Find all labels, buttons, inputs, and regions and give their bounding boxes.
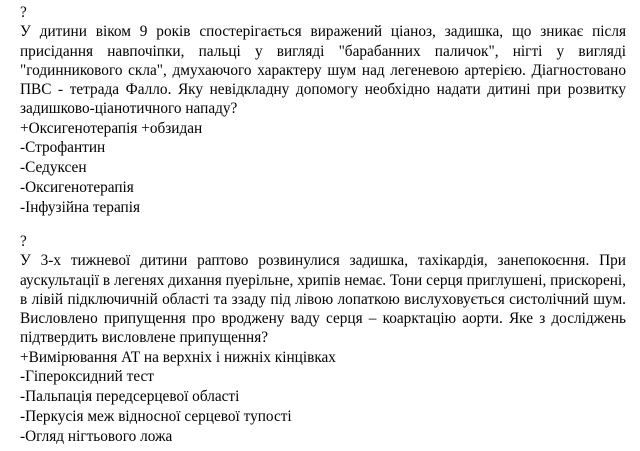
document-page: [20, 0, 626, 451]
answer-option: -Огляд нігтьового ложа: [20, 427, 173, 445]
question-marker: ?: [20, 233, 27, 250]
answer-option: -Строфантин: [20, 139, 106, 157]
question-marker: ?: [20, 4, 27, 21]
answer-option: -Седуксен: [20, 159, 87, 177]
answer-option-correct: +Вимірювання АТ на верхніх і нижніх кінцівках: [20, 348, 336, 366]
answer-option: -Оксигенотерапія: [20, 178, 134, 196]
answer-option-correct: +Оксигенотерапія +обзидан: [20, 119, 203, 137]
answer-option: -Перкусія меж відносної серцевої тупості: [20, 407, 292, 425]
answer-option: -Пальпація передсерцевої області: [20, 388, 240, 406]
answer-option: -Інфузійна терапія: [20, 198, 141, 216]
question-2: [20, 232, 626, 446]
question-1: [20, 3, 626, 217]
answer-option: -Гіпероксидний тест: [20, 368, 154, 386]
question-stem: У дитини віком 9 років спостерігається виражений ціаноз, задишка, що зникає після присідання навпочіпки, пальці у вигляді "барабанних паличок", нігті у вигляді "годинникового скла", дмухаючого характеру шум над легеневою артерією. Діагностовано ПВС - тетрада Фалло. Яку невідкладну допомогу необхідно надати дитині при розвитку задишково-ціанотичного нападу?: [20, 23, 626, 118]
question-stem: У 3-х тижневої дитини раптово розвинулися задишка, тахікардія, занепокоєння. При аускультації в легенях дихання пуерільне, хрипів немає. Тони серця приглушені, прискорені, в лівій підключичній області та ззаду під лівою лопаткою вислуховується систолічний шум. Висловлено припущення про вроджену ваду серця – коарктацію аорти. Яке з досліджень підтвердить висловлене припущення?: [20, 252, 626, 347]
